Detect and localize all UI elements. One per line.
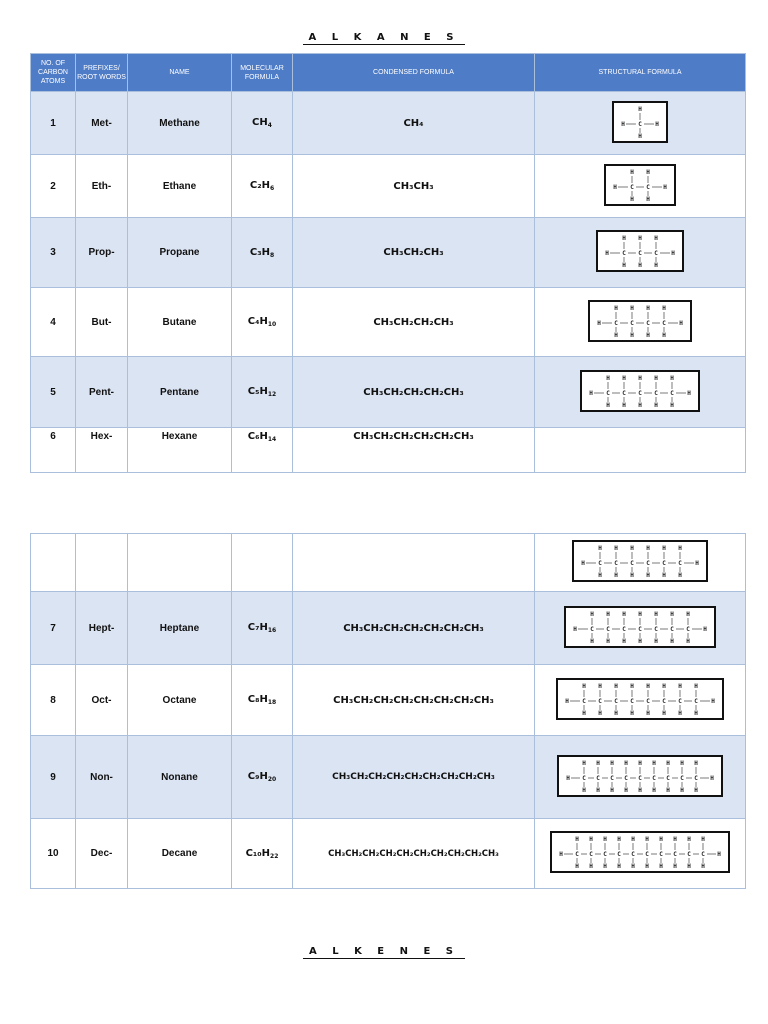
prefix: Oct- [76,665,128,736]
hydrogen-atom: H [678,709,682,716]
carbon-atom: C [694,697,698,705]
structural-formula [535,665,746,736]
carbon-atom: C [662,697,666,705]
hydrogen-atom: H [678,545,682,552]
molecular-formula: $C_9H_{20}$ [232,736,293,819]
hydrogen-atom: H [703,625,707,633]
alkane-name: Ethane [128,155,232,218]
hydrogen-atom: H [678,572,682,578]
molecular-formula [232,534,293,592]
carbon-count: 1 [31,92,76,155]
table-row [31,92,746,155]
header-name: NAME [128,54,232,92]
carbon-atom: C [598,560,602,567]
structural-formula [535,357,746,428]
hydrogen-atom: H [687,836,691,843]
carbon-atom: C [610,774,614,782]
carbon-atom: C [652,774,656,782]
carbon-count: 10 [31,819,76,889]
structural-diagram [564,606,716,648]
prefix: Dec- [76,819,128,889]
structural-formula [535,592,746,665]
hydrogen-atom: H [559,851,563,858]
hydrogen-atom: H [638,759,642,767]
hydrogen-atom: H [646,331,650,338]
hydrogen-atom: H [630,545,634,552]
hydrogen-atom: H [645,863,649,869]
table-row [31,665,746,736]
hydrogen-atom: H [711,697,715,705]
carbon-atom: C [630,183,634,191]
hydrogen-atom: H [646,545,650,552]
carbon-atom: C [630,319,634,327]
carbon-atom: C [659,851,663,858]
hydrogen-atom: H [663,183,667,191]
condensed-formula: CH₃CH₂CH₂CH₃ [293,288,535,357]
hydrogen-atom: H [630,168,634,176]
structural-formula [535,92,746,155]
carbon-atom: C [638,250,642,257]
hydrogen-atom: H [630,304,634,312]
hydrogen-atom: H [646,168,650,176]
hydrogen-atom: H [670,374,674,382]
hydrogen-atom: H [646,572,650,578]
hydrogen-atom: H [662,545,666,552]
hydrogen-atom: H [638,610,642,618]
hydrogen-atom: H [614,331,618,338]
table-row [31,592,746,665]
structural-formula-svg [594,304,686,338]
alkanes-title: A L K A N E S [0,32,768,43]
header-condensed-formula: CONDENSED FORMULA [293,54,535,92]
hydrogen-atom: H [666,786,670,793]
hydrogen-atom: H [617,863,621,869]
structural-formula [535,736,746,819]
structural-formula-svg [578,544,702,578]
hydrogen-atom: H [701,836,705,843]
hydrogen-atom: H [603,863,607,869]
table-row [31,428,746,473]
condensed-formula: CH₃CH₂CH₂CH₂CH₂CH₂CH₂CH₂CH₂CH₃ [293,819,535,889]
hydrogen-atom: H [582,786,586,793]
hydrogen-atom: H [589,863,593,869]
prefix [76,534,128,592]
molecular-formula: $CH_4$ [232,92,293,155]
carbon-atom: C [622,625,626,633]
hydrogen-atom: H [686,610,690,618]
hydrogen-atom: H [566,774,570,782]
condensed-formula: CH₃CH₂CH₂CH₂CH₂CH₃ [293,428,535,473]
hydrogen-atom: H [659,863,663,869]
hydrogen-atom: H [638,105,642,113]
hydrogen-atom: H [638,401,642,408]
hydrogen-atom: H [606,401,610,408]
carbon-atom: C [662,560,666,567]
carbon-atom: C [614,319,618,327]
header-prefix: PREFIXES/ ROOT WORDS [76,54,128,92]
prefix: Pent- [76,357,128,428]
structural-diagram [557,755,723,797]
hydrogen-atom: H [581,560,585,567]
alkane-name [128,534,232,592]
hydrogen-atom: H [596,786,600,793]
molecular-formula: $C_3H_8$ [232,218,293,288]
hydrogen-atom: H [603,836,607,843]
structural-formula [535,155,746,218]
hydrogen-atom: H [694,759,698,767]
hydrogen-atom: H [622,637,626,644]
hydrogen-atom: H [582,709,586,716]
table-row [31,819,746,889]
carbon-count: 7 [31,592,76,665]
hydrogen-atom: H [630,195,634,202]
hydrogen-atom: H [598,709,602,716]
molecular-formula: $C_4H_{10}$ [232,288,293,357]
carbon-atom: C [590,625,594,633]
hydrogen-atom: H [701,863,705,869]
hydrogen-atom: H [654,637,658,644]
hydrogen-atom: H [654,401,658,408]
carbon-atom: C [603,851,607,858]
carbon-atom: C [598,697,602,705]
hydrogen-atom: H [610,786,614,793]
structural-diagram [550,831,730,873]
hydrogen-atom: H [622,235,626,242]
carbon-count: 4 [31,288,76,357]
condensed-formula: CH₃CH₃ [293,155,535,218]
hydrogen-atom: H [662,331,666,338]
alkane-name: Octane [128,665,232,736]
hydrogen-atom: H [662,304,666,312]
condensed-formula: CH₃CH₂CH₂CH₂CH₂CH₂CH₃ [293,592,535,665]
hydrogen-atom: H [575,836,579,843]
hydrogen-atom: H [687,389,691,397]
hydrogen-atom: H [598,682,602,690]
hydrogen-atom: H [710,774,714,782]
hydrogen-atom: H [678,682,682,690]
condensed-formula: CH₃CH₂CH₂CH₂CH₂CH₂CH₂CH₃ [293,665,535,736]
structural-diagram [580,370,700,412]
carbon-count: 5 [31,357,76,428]
hydrogen-atom: H [622,374,626,382]
prefix: Non- [76,736,128,819]
alkane-name: Pentane [128,357,232,428]
hydrogen-atom: H [654,610,658,618]
carbon-atom: C [622,250,626,257]
header-row [31,54,746,92]
molecular-formula: $C_8H_{18}$ [232,665,293,736]
hydrogen-atom: H [597,319,601,327]
structural-formula-svg [570,610,710,644]
hydrogen-atom: H [638,262,642,268]
carbon-atom: C [582,774,586,782]
structural-diagram [604,164,676,206]
hydrogen-atom: H [638,374,642,382]
hydrogen-atom: H [646,709,650,716]
carbon-atom: C [654,625,658,633]
hydrogen-atom: H [654,235,658,242]
molecular-formula: $C_7H_{16}$ [232,592,293,665]
carbon-count [31,534,76,592]
hydrogen-atom: H [646,682,650,690]
hydrogen-atom: H [624,786,628,793]
hydrogen-atom: H [622,262,626,268]
structural-diagram [596,230,684,272]
condensed-formula [293,534,535,592]
molecular-formula: $C_5H_{12}$ [232,357,293,428]
carbon-count: 2 [31,155,76,218]
hydrogen-atom: H [621,120,625,128]
hydrogen-atom: H [614,709,618,716]
hydrogen-atom: H [613,183,617,191]
carbon-atom: C [678,560,682,567]
hydrogen-atom: H [606,374,610,382]
hydrogen-atom: H [638,637,642,644]
hydrogen-atom: H [655,120,659,128]
carbon-atom: C [596,774,600,782]
hydrogen-atom: H [686,637,690,644]
carbon-atom: C [606,625,610,633]
hydrogen-atom: H [662,572,666,578]
carbon-atom: C [646,183,650,191]
structural-formula-svg [610,168,670,202]
hydrogen-atom: H [646,195,650,202]
carbon-atom: C [694,774,698,782]
alkane-name: Heptane [128,592,232,665]
header-molecular-formula: MOLECULAR FORMULA [232,54,293,92]
hydrogen-atom: H [605,250,609,257]
hydrogen-atom: H [614,304,618,312]
molecular-formula: $C_6H_{14}$ [232,428,293,473]
carbon-atom: C [646,560,650,567]
hydrogen-atom: H [654,262,658,268]
hydrogen-atom: H [617,836,621,843]
carbon-count: 6 [31,428,76,473]
hydrogen-atom: H [631,836,635,843]
hydrogen-atom: H [590,637,594,644]
prefix: Hex- [76,428,128,473]
carbon-atom: C [638,389,642,397]
hydrogen-atom: H [582,682,586,690]
structural-formula-svg [602,234,678,268]
hydrogen-atom: H [670,610,674,618]
hydrogen-atom: H [680,759,684,767]
hydrogen-atom: H [694,786,698,793]
hydrogen-atom: H [645,836,649,843]
hydrogen-atom: H [638,235,642,242]
hydrogen-atom: H [659,836,663,843]
hydrogen-atom: H [614,545,618,552]
hydrogen-atom: H [575,863,579,869]
hydrogen-atom: H [624,759,628,767]
table-row [31,155,746,218]
carbon-atom: C [624,774,628,782]
alkanes-table-part-2 [30,533,746,889]
table-row [31,357,746,428]
carbon-atom: C [589,851,593,858]
structural-diagram [556,678,724,720]
table-row [31,288,746,357]
hydrogen-atom: H [652,759,656,767]
hydrogen-atom: H [695,560,699,567]
hydrogen-atom: H [614,572,618,578]
carbon-atom: C [654,389,658,397]
prefix: Prop- [76,218,128,288]
hydrogen-atom: H [589,389,593,397]
carbon-count: 8 [31,665,76,736]
hydrogen-atom: H [662,709,666,716]
condensed-formula: CH₃CH₂CH₂CH₂CH₃ [293,357,535,428]
carbon-atom: C [680,774,684,782]
structural-formula [535,288,746,357]
hydrogen-atom: H [582,759,586,767]
hydrogen-atom: H [671,250,675,257]
hydrogen-atom: H [679,319,683,327]
carbon-atom: C [687,851,691,858]
carbon-atom: C [666,774,670,782]
condensed-formula: CH₃CH₂CH₃ [293,218,535,288]
carbon-atom: C [617,851,621,858]
carbon-atom: C [645,851,649,858]
molecular-formula: $C_2H_6$ [232,155,293,218]
hydrogen-atom: H [606,637,610,644]
carbon-atom: C [654,250,658,257]
carbon-count: 9 [31,736,76,819]
hydrogen-atom: H [638,132,642,139]
alkane-name: Butane [128,288,232,357]
carbon-atom: C [662,319,666,327]
hydrogen-atom: H [673,863,677,869]
hydrogen-atom: H [694,682,698,690]
hydrogen-atom: H [630,682,634,690]
carbon-atom: C [638,774,642,782]
carbon-atom: C [631,851,635,858]
carbon-atom: C [670,389,674,397]
alkane-name: Methane [128,92,232,155]
carbon-atom: C [622,389,626,397]
carbon-atom: C [646,319,650,327]
hydrogen-atom: H [680,786,684,793]
prefix: But- [76,288,128,357]
structural-formula-svg [562,682,718,716]
carbon-atom: C [638,120,642,128]
molecular-formula: $C_{10}H_{22}$ [232,819,293,889]
prefix: Hept- [76,592,128,665]
structural-formula [535,819,746,889]
structural-diagram [588,300,692,342]
prefix: Eth- [76,155,128,218]
structural-formula-svg [563,759,717,793]
hydrogen-atom: H [573,625,577,633]
hydrogen-atom: H [630,331,634,338]
hydrogen-atom: H [590,610,594,618]
hydrogen-atom: H [598,572,602,578]
carbon-atom: C [646,697,650,705]
carbon-atom: C [630,697,634,705]
hydrogen-atom: H [596,759,600,767]
carbon-atom: C [582,697,586,705]
structural-diagram [572,540,708,582]
hydrogen-atom: H [670,401,674,408]
hydrogen-atom: H [646,304,650,312]
hydrogen-atom: H [598,545,602,552]
hydrogen-atom: H [631,863,635,869]
hydrogen-atom: H [673,836,677,843]
prefix: Met- [76,92,128,155]
alkanes-table-part-1 [30,53,746,473]
structural-formula [535,428,746,473]
carbon-atom: C [606,389,610,397]
alkane-name: Nonane [128,736,232,819]
carbon-atom: C [686,625,690,633]
structural-formula [535,534,746,592]
table-row [31,736,746,819]
hydrogen-atom: H [630,709,634,716]
hydrogen-atom: H [687,863,691,869]
structural-formula-svg [618,105,662,139]
table-row [31,534,746,592]
carbon-atom: C [670,625,674,633]
hydrogen-atom: H [638,786,642,793]
alkenes-title: A L K E N E S [0,946,768,957]
carbon-atom: C [638,625,642,633]
hydrogen-atom: H [670,637,674,644]
hydrogen-atom: H [652,786,656,793]
hydrogen-atom: H [630,572,634,578]
hydrogen-atom: H [622,401,626,408]
header-carbon-atoms: NO. OF CARBON ATOMS [31,54,76,92]
carbon-atom: C [614,560,618,567]
hydrogen-atom: H [610,759,614,767]
header-structural-formula: STRUCTURAL FORMULA [535,54,746,92]
alkane-name: Propane [128,218,232,288]
carbon-atom: C [575,851,579,858]
hydrogen-atom: H [662,682,666,690]
hydrogen-atom: H [666,759,670,767]
carbon-atom: C [701,851,705,858]
hydrogen-atom: H [589,836,593,843]
hydrogen-atom: H [654,374,658,382]
hydrogen-atom: H [717,851,721,858]
structural-formula [535,218,746,288]
structural-formula-svg [586,374,694,408]
hydrogen-atom: H [694,709,698,716]
condensed-formula: CH₃CH₂CH₂CH₂CH₂CH₂CH₂CH₂CH₃ [293,736,535,819]
carbon-count: 3 [31,218,76,288]
table-row [31,218,746,288]
hydrogen-atom: H [622,610,626,618]
hydrogen-atom: H [614,682,618,690]
carbon-atom: C [614,697,618,705]
carbon-atom: C [630,560,634,567]
condensed-formula: CH₄ [293,92,535,155]
alkane-name: Decane [128,819,232,889]
hydrogen-atom: H [565,697,569,705]
structural-formula-svg [556,835,724,869]
carbon-atom: C [673,851,677,858]
structural-diagram [612,101,668,143]
hydrogen-atom: H [606,610,610,618]
carbon-atom: C [678,697,682,705]
alkane-name: Hexane [128,428,232,473]
